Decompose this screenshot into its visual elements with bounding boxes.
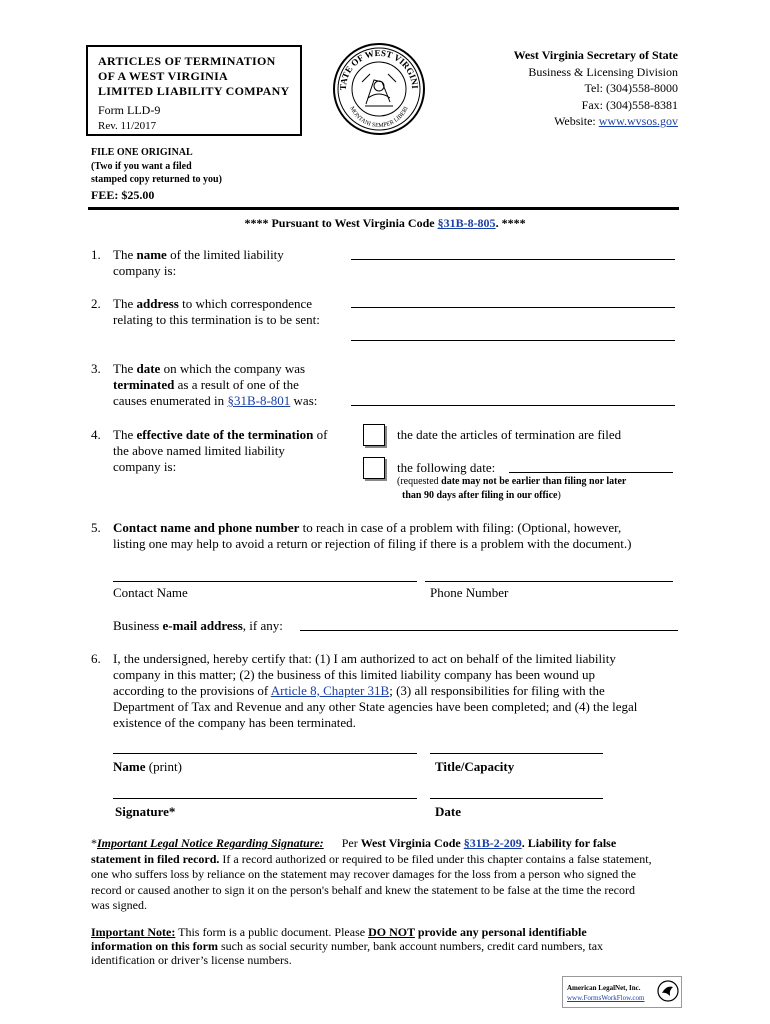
q6-line2: company in this matter; (2) the business of this limited liability company has been wound up xyxy=(113,667,596,682)
legal-notice xyxy=(91,836,681,914)
important-pre: This form is a public document. Please xyxy=(175,925,369,939)
q6-line1: I, the undersigned, hereby certify that: (1) I am authorized to act on behalf of the limited liability xyxy=(113,651,616,666)
option-date-filed: the date the articles of termination are filed xyxy=(397,427,622,442)
pursuant-prefix: **** Pursuant to West Virginia Code xyxy=(244,216,438,230)
important-label: Important Note: xyxy=(91,925,176,939)
q3-line3-pre: causes enumerated in xyxy=(113,393,228,408)
signature-label: Signature* xyxy=(115,804,176,819)
office-info xyxy=(440,47,678,130)
notice-heading: Important Legal Notice Regarding Signature: xyxy=(97,836,324,850)
q6-text xyxy=(113,651,683,731)
q3-number: 3. xyxy=(91,361,101,376)
q5-line2: listing one may help to avoid a return or rejection of filing if there is a problem with the document.) xyxy=(113,536,632,551)
email-post: , if any: xyxy=(242,618,283,633)
q6-line4: Department of Tax and Revenue and any other State agencies have been completed; and (4) the legal xyxy=(113,699,638,714)
q4-text xyxy=(113,427,353,475)
notice-line2-rest: If a record authorized or required to be filed under this chapter contains a false statement, xyxy=(219,851,652,866)
important-note xyxy=(91,925,681,967)
contact-name-label: Contact Name xyxy=(113,585,188,600)
office-website-row xyxy=(440,113,678,130)
q5-post: to reach in case of a problem with filing: (Optional, however, xyxy=(299,520,622,535)
q4-line2: the above named limited liability xyxy=(113,443,285,458)
title-capacity-field[interactable] xyxy=(430,753,603,754)
filing-line-2: (Two if you want a filed xyxy=(91,160,192,172)
state-seal-icon xyxy=(332,42,426,136)
q3-bold: date xyxy=(136,361,161,376)
company-name-field[interactable] xyxy=(351,259,675,260)
svg-text:STATE OF WEST VIRGINIA xyxy=(332,42,420,90)
q2-number: 2. xyxy=(91,296,101,311)
seal-text: TATE OF WEST VIRGINI xyxy=(337,47,421,91)
q4-post: of xyxy=(313,427,328,442)
footer-url[interactable]: www.FormsWorkFlow.com xyxy=(567,994,645,1002)
email-label xyxy=(113,618,283,634)
checkbox-date-filed[interactable] xyxy=(363,424,385,446)
q2-line2: relating to this termination is to be sent: xyxy=(113,312,320,327)
notice-line3: one who suffers loss by reliance on the statement may recover damages for the loss from a person who signed the xyxy=(91,867,636,881)
footer-text xyxy=(567,983,644,1003)
notice-code-link[interactable]: §31B-2-209 xyxy=(463,836,522,850)
office-fax: Fax: (304)558-8381 xyxy=(581,97,678,112)
contact-name-field[interactable] xyxy=(113,581,417,582)
q2-post: to which correspondence xyxy=(178,296,313,311)
office-tel: Tel: (304)558-8000 xyxy=(584,81,678,95)
q6-line3-post: ; (3) all responsibilities for filing with the xyxy=(389,683,605,698)
name-print-label xyxy=(113,759,182,775)
q1-text xyxy=(113,247,343,279)
q3-text xyxy=(113,361,348,409)
q1-pre: The xyxy=(113,247,137,262)
pursuant-line xyxy=(0,216,770,231)
date-restriction-note xyxy=(397,475,677,503)
q5-text xyxy=(113,520,683,552)
phone-number-field[interactable] xyxy=(425,581,673,582)
note-post: ) xyxy=(557,490,561,501)
email-pre: Business xyxy=(113,618,163,633)
checkbox-following-date[interactable] xyxy=(363,457,385,479)
notice-line2-bold: statement in filed record. xyxy=(91,851,220,866)
title-capacity-label: Title/Capacity xyxy=(435,759,515,774)
email-field[interactable] xyxy=(300,630,678,631)
filing-instructions xyxy=(91,146,222,187)
q3-post: on which the company was xyxy=(160,361,306,376)
notice-per: Per xyxy=(341,836,361,850)
q4-bold: effective date of the termination xyxy=(136,427,314,442)
q1-number: 1. xyxy=(91,247,101,262)
q6-line3-pre: according to the provisions of xyxy=(113,683,271,698)
note-bold-1: date may not be earlier than filing nor later xyxy=(441,476,627,487)
q2-bold: address xyxy=(136,296,179,311)
q4-number: 4. xyxy=(91,427,101,442)
termination-date-field[interactable] xyxy=(351,405,675,406)
q6-number: 6. xyxy=(91,651,101,666)
notice-line4: record or caused another to sign it on the person's behalf and knew the statement to be false at the time the record xyxy=(91,882,635,897)
note-bold-2: than 90 days after filing in our office xyxy=(402,490,558,501)
important-donot: DO NOT xyxy=(368,925,415,939)
seal-motto: MONTANI SEMPER LIBERI xyxy=(348,105,410,130)
filing-line-3: stamped copy returned to you) xyxy=(91,174,222,185)
q6-line5: existence of the company has been terminated. xyxy=(113,715,356,730)
q2-pre: The xyxy=(113,296,137,311)
q3-bold2: terminated xyxy=(113,377,175,392)
office-name: West Virginia Secretary of State xyxy=(513,48,678,62)
q1-line2: company is: xyxy=(113,263,177,278)
q4-pre: The xyxy=(113,427,137,442)
notice-code-label: West Virginia Code xyxy=(360,836,464,850)
notice-liability: . Liability for false xyxy=(521,836,617,850)
office-division: Business & Licensing Division xyxy=(528,64,678,79)
q5-number: 5. xyxy=(91,520,101,535)
svg-text:MONTANI SEMPER LIBERI xyxy=(348,106,409,129)
name-label-rest: (print) xyxy=(145,759,182,774)
address-field-line-1[interactable] xyxy=(351,307,675,308)
email-bold: e-mail address xyxy=(162,618,243,633)
form-title-line-1: ARTICLES OF TERMINATION xyxy=(98,54,276,68)
q6-article-link[interactable]: Article 8, Chapter 31B xyxy=(270,683,390,698)
pursuant-code-link[interactable]: §31B-8-805 xyxy=(437,216,496,230)
important-line2-bold: information on this form xyxy=(91,939,218,953)
date-field[interactable] xyxy=(430,798,603,799)
header-divider xyxy=(88,207,679,210)
form-title xyxy=(98,54,303,99)
notice-star: * xyxy=(91,836,97,850)
pursuant-suffix: . **** xyxy=(495,216,526,230)
date-label: Date xyxy=(435,804,461,819)
footer-box xyxy=(562,976,682,1008)
important-bold: provide any personal identifiable xyxy=(414,925,587,939)
option-following-date: the following date: xyxy=(397,460,496,475)
notice-line5: was signed. xyxy=(91,898,147,912)
office-website-label: Website: xyxy=(554,114,599,128)
office-website-link[interactable]: www.wvsos.gov xyxy=(598,114,678,128)
signature-field[interactable] xyxy=(113,798,417,799)
note-pre: (requested xyxy=(397,476,442,487)
state-seal xyxy=(332,42,426,136)
q2-text xyxy=(113,296,348,328)
name-label-bold: Name xyxy=(113,759,146,774)
address-field-line-2[interactable] xyxy=(351,340,675,341)
phone-number-label: Phone Number xyxy=(430,585,509,600)
filing-fee: FEE: $25.00 xyxy=(91,188,155,202)
form-number: Form LLD-9 xyxy=(98,103,161,117)
form-revision: Rev. 11/2017 xyxy=(98,120,157,132)
q3-code-link[interactable]: §31B-8-801 xyxy=(227,393,291,408)
form-title-line-3: LIMITED LIABILITY COMPANY xyxy=(98,84,290,98)
following-date-field[interactable] xyxy=(509,472,673,473)
q1-post: of the limited liability xyxy=(166,247,284,262)
q3-post2: as a result of one of the xyxy=(174,377,299,392)
q4-line3: company is: xyxy=(113,459,177,474)
footer-company: American LegalNet, Inc. xyxy=(567,984,641,992)
form-title-line-2: OF A WEST VIRGINIA xyxy=(98,69,228,83)
form-title-box xyxy=(86,45,302,136)
q1-bold: name xyxy=(136,247,167,262)
filing-line-1: FILE ONE ORIGINAL xyxy=(91,147,193,158)
q3-pre: The xyxy=(113,361,137,376)
important-line3: identification or driver’s license numbers. xyxy=(91,953,292,967)
q5-bold: Contact name and phone number xyxy=(113,520,300,535)
name-print-field[interactable] xyxy=(113,753,417,754)
q3-line3-post: was: xyxy=(290,393,318,408)
important-line2-rest: such as social security number, bank account numbers, credit card numbers, tax xyxy=(218,939,604,953)
footer-logo-icon xyxy=(657,980,679,1002)
